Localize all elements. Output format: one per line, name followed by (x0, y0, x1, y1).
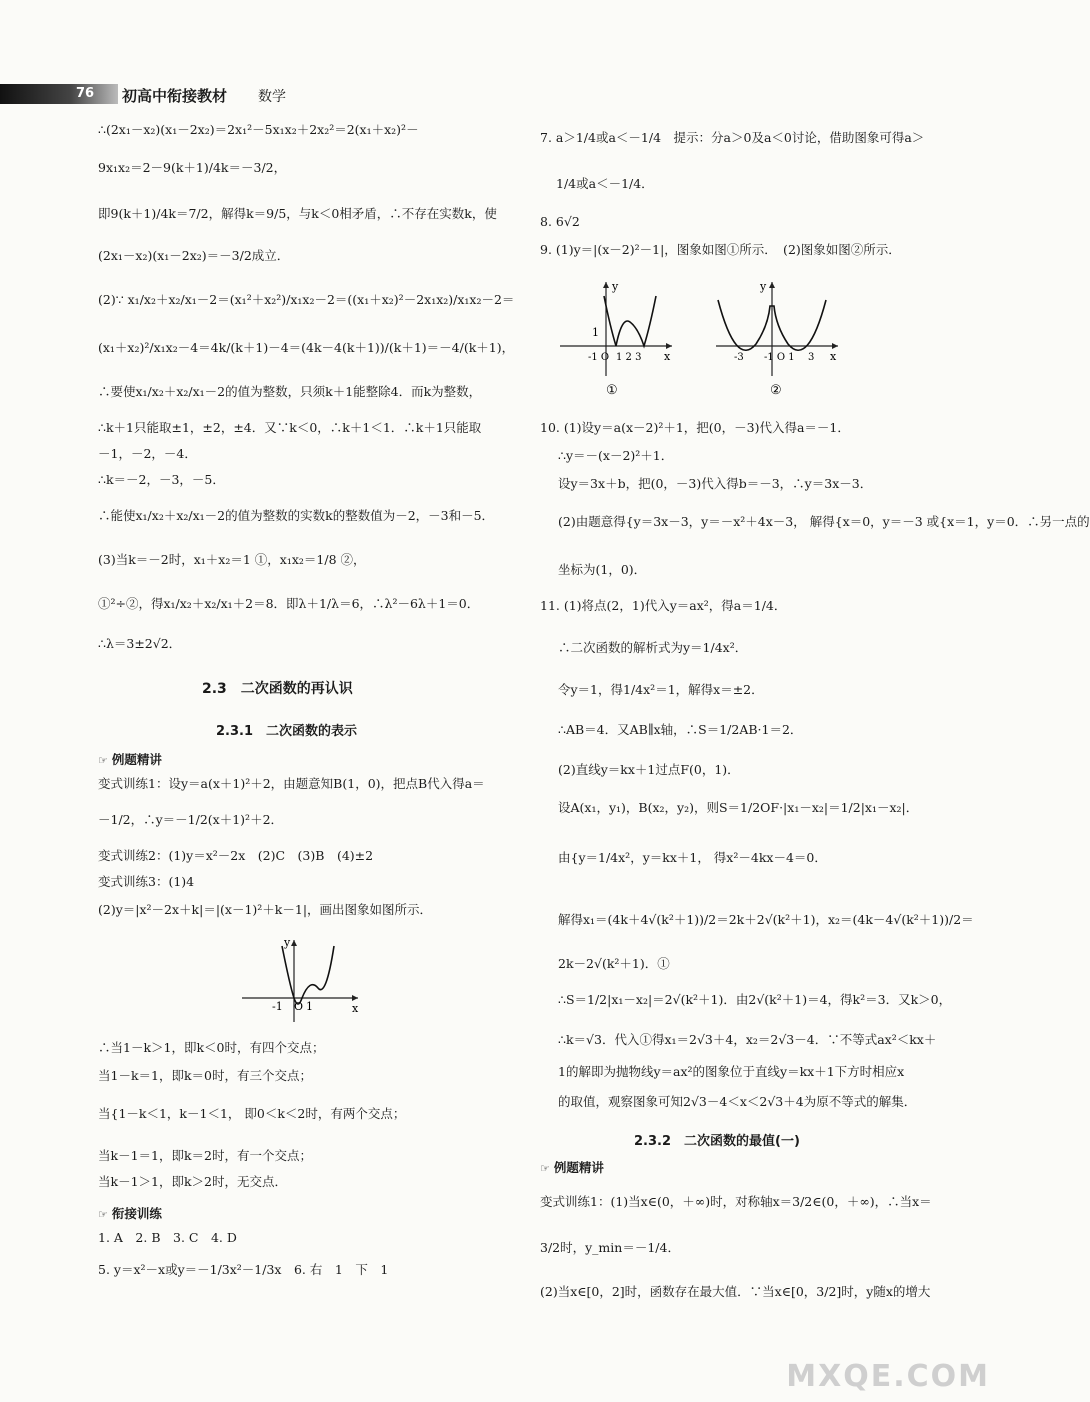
tick-label: -3 (734, 352, 744, 363)
text-line: (2)由题意得{y＝3x－3，y＝－x²＋4x－3， 解得{x＝0，y＝－3 或{x＝1，y＝0．∴另一点的 (558, 514, 1090, 529)
text-line: 由{y＝1/4x²，y＝kx＋1， 得x²－4kx－4＝0． (558, 850, 827, 865)
bridge-heading: ☞ 衔接训练 (98, 1206, 162, 1221)
tick-label: 3 (808, 352, 815, 363)
text-line: ∴(2x₁－x₂)(x₁－2x₂)＝2x₁²－5x₁x₂＋2x₂²＝2(x₁＋x₂)²－ (98, 122, 419, 137)
text-line: 变式训练3：(1)4 (98, 874, 195, 889)
text-line: (2x₁－x₂)(x₁－2x₂)＝－3/2成立． (98, 248, 290, 263)
figure-label: ② (770, 383, 782, 398)
text-line: 9. (1)y＝|(x－2)²－1|，图象如图①所示． (2)图象如图②所示． (540, 242, 901, 257)
text-line: 设y＝3x＋b，把(0，－3)代入得b＝－3，∴y＝3x－3． (558, 476, 873, 491)
text-line: 当k－1＝1，即k＝2时，有一个交点； (98, 1148, 313, 1163)
axis-y-label: y (760, 280, 767, 293)
graph-abs-quadratic (238, 936, 368, 1026)
subject: 数学 (258, 89, 286, 105)
text-line: －1/2，∴y＝－1/2(x＋1)²＋2． (98, 812, 284, 827)
section-title: 2.3 二次函数的再认识 (202, 681, 353, 697)
text-line: ∴当1－k＞1，即k＜0时，有四个交点； (98, 1040, 325, 1055)
text-line: (2)当x∈[0，2]时，函数存在最大值．∵当x∈[0，3/2]时，y随x的增大 (540, 1284, 931, 1299)
text-line: 当{1－k＜1，k－1＜1， 即0＜k＜2时，有两个交点； (98, 1106, 406, 1121)
text-line: ∴k＝－2，－3，－5． (98, 472, 225, 487)
axis-x-label: x (352, 1002, 359, 1015)
text-line: 11. (1)将点(2，1)代入y＝ax²，得a＝1/4． (540, 598, 787, 613)
example-heading: ☞ 例题精讲 (540, 1160, 604, 1175)
subsection-title: 2.3.2 二次函数的最值(一) (634, 1134, 800, 1149)
header-bar (0, 84, 118, 104)
text-line: 解得x₁＝(4k＋4√(k²＋1))/2＝2k＋2√(k²＋1)，x₂＝(4k－4√(k²＋1))/2＝ (558, 912, 974, 927)
figure-label: ① (606, 383, 618, 398)
text-line: ∴λ＝3±2√2． (98, 636, 182, 651)
hand-pointer-icon: ☞ (98, 1208, 108, 1221)
text-line: ∴能使x₁/x₂＋x₂/x₁－2的值为整数的实数k的整数值为－2，－3和－5． (98, 508, 495, 523)
text-line: 坐标为(1，0)． (558, 562, 647, 577)
text-line: 1/4或a＜－1/4． (556, 176, 654, 191)
text-line: (2)y＝|x²－2x＋k|＝|(x－1)²＋k－1|，画出图象如图所示． (98, 902, 433, 917)
text-line: 8. 6√2 (540, 214, 580, 229)
page-number: 76 (76, 86, 95, 101)
axis-y-label: y (612, 280, 619, 293)
text-line: 3/2时，y_min＝－1/4． (540, 1240, 680, 1255)
text-line: ∴S＝1/2|x₁－x₂|＝2√(k²＋1)．由2√(k²＋1)＝4，得k²＝3．又k＞0， (558, 992, 952, 1007)
text-line: (3)当k＝－2时，x₁＋x₂＝1 ①，x₁x₂＝1/8 ②， (98, 552, 366, 567)
text-line: ∴二次函数的解析式为y＝1/4x²． (558, 640, 748, 655)
subsection-title: 2.3.1 二次函数的表示 (216, 724, 358, 739)
hand-pointer-icon: ☞ (98, 754, 108, 767)
text-line: ①²÷②，得x₁/x₂＋x₂/x₁＋2＝8．即λ＋1/λ＝6，∴λ²－6λ＋1＝0． (98, 596, 480, 611)
text-line: 当k－1＞1，即k＞2时，无交点． (98, 1174, 288, 1189)
tick-label: 1 2 3 (616, 352, 642, 363)
text-line: 1的解即为抛物线y＝ax²的图象位于直线y＝kx＋1下方时相应x (558, 1064, 905, 1079)
text-line: ∴k＋1只能取±1，±2，±4．又∵k＜0，∴k＋1＜1．∴k＋1只能取 (98, 420, 482, 435)
axis-x-label: x (830, 350, 837, 363)
text-line: (2)直线y＝kx＋1过点F(0，1)． (558, 762, 740, 777)
example-heading: ☞ 例题精讲 (98, 752, 162, 767)
text-line: 7. a＞1/4或a＜－1/4 提示：分a＞0及a＜0讨论，借助图象可得a＞ (540, 130, 925, 145)
graph-figure-1 (556, 276, 676, 398)
text-line: (2)∵ x₁/x₂＋x₂/x₁－2＝(x₁²＋x₂²)/x₁x₂－2＝((x₁＋x₂)²－2x₁x₂)/x₁x₂－2＝ (98, 292, 515, 307)
text-line: 的取值，观察图象可知2√3－4＜x＜2√3＋4为原不等式的解集． (558, 1094, 917, 1109)
text-line: 变式训练1：(1)当x∈(0，＋∞)时，对称轴x＝3/2∈(0，＋∞)，∴当x＝ (540, 1194, 932, 1209)
tick-label: 1 (592, 326, 599, 339)
text-line: ∴y＝－(x－2)²＋1． (558, 448, 674, 463)
text-line: 变式训练2：(1)y＝x²－2x (2)C (3)B (4)±2 (98, 848, 374, 863)
text-line: 变式训练1：设y＝a(x＋1)²＋2，由题意知B(1，0)，把点B代入得a＝ (98, 776, 485, 791)
text-line: 9x₁x₂＝2－9(k＋1)/4k＝－3/2， (98, 160, 287, 175)
text-line: (x₁＋x₂)²/x₁x₂－4＝4k/(k＋1)－4＝(4k－4(k＋1))/(k＋1)＝－4/(k＋1)， (98, 340, 515, 355)
text-line: ∴k＝√3．代入①得x₁＝2√3＋4，x₂＝2√3－4．∵不等式ax²＜kx＋ (558, 1032, 937, 1047)
axis-x-label: x (664, 350, 671, 363)
tick-label: -1 O 1 (764, 352, 795, 363)
text-line: 1. A 2. B 3. C 4. D (98, 1230, 237, 1245)
axis-y-label: y (284, 936, 291, 949)
tick-label: 1 (306, 1000, 313, 1013)
text-line: 即9(k＋1)/4k＝7/2，解得k＝9/5，与k＜0相矛盾，∴不存在实数k，使 (98, 206, 497, 221)
hand-pointer-icon: ☞ (540, 1162, 550, 1175)
graph-figure-2 (712, 276, 842, 398)
text-line: ∴要使x₁/x₂＋x₂/x₁－2的值为整数，只须k＋1能整除4．而k为整数， (98, 384, 482, 399)
text-line: 令y＝1，得1/4x²＝1，解得x＝±2． (558, 682, 764, 697)
book-title: 初高中衔接教材 (122, 87, 228, 105)
text-line: 设A(x₁，y₁)，B(x₂，y₂)，则S＝1/2OF·|x₁－x₂|＝1/2|x₁－x₂|． (558, 800, 919, 815)
text-line: 2k－2√(k²＋1)．① (558, 956, 670, 971)
text-line: 当1－k＝1，即k＝0时，有三个交点； (98, 1068, 313, 1083)
origin-label: O (294, 1000, 304, 1013)
watermark: MXQE.COM (786, 1359, 990, 1394)
text-line: ∴AB＝4．又AB∥x轴，∴S＝1/2AB·1＝2． (558, 722, 803, 737)
text-line: －1，－2，－4． (98, 446, 197, 461)
tick-label: -1 (272, 1000, 283, 1013)
tick-label: -1 O (588, 352, 610, 363)
text-line: 5. y＝x²－x或y＝－1/3x²－1/3x 6. 右 1 下 1 (98, 1262, 389, 1277)
text-line: 10. (1)设y＝a(x－2)²＋1，把(0，－3)代入得a＝－1． (540, 420, 850, 435)
